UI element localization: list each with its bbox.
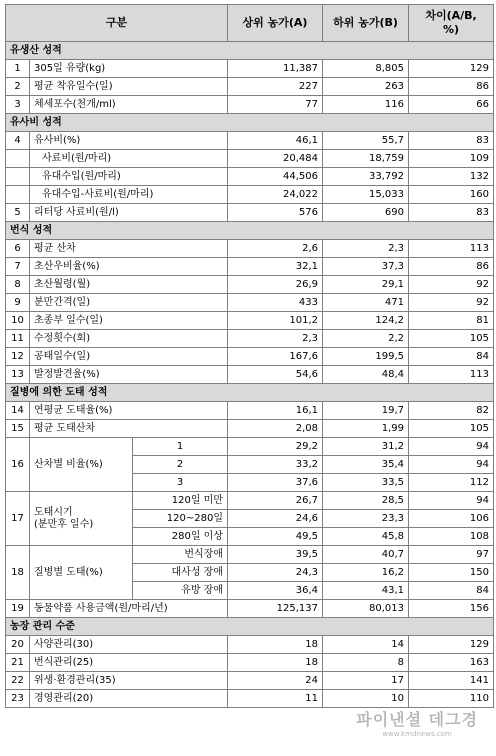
table-row: [6, 168, 494, 186]
table-row: [6, 348, 494, 366]
table-row: [6, 438, 494, 456]
row-number: 22: [6, 672, 30, 690]
value-bottom: 28,5: [323, 492, 409, 510]
table-row: [6, 546, 494, 564]
value-difference: 108: [409, 528, 494, 546]
row-label: 초산월령(월): [30, 276, 228, 294]
value-top: 33,2: [228, 456, 323, 474]
row-label: 305일 유량(kg): [30, 60, 228, 78]
row-number: 11: [6, 330, 30, 348]
value-top: 2,08: [228, 420, 323, 438]
row-number: 14: [6, 402, 30, 420]
value-difference: 110: [409, 690, 494, 708]
table-row: [6, 132, 494, 150]
value-difference: 113: [409, 366, 494, 384]
group-label: [30, 492, 133, 546]
row-number: 4: [6, 132, 30, 150]
row-number: [6, 168, 30, 186]
value-difference: 83: [409, 204, 494, 222]
value-bottom: 35,4: [323, 456, 409, 474]
value-top: 433: [228, 294, 323, 312]
row-number: [6, 150, 30, 168]
value-bottom: 116: [323, 96, 409, 114]
value-bottom: 16,2: [323, 564, 409, 582]
value-difference: 105: [409, 330, 494, 348]
header-difference: 차이(A/B, %): [409, 5, 494, 42]
value-difference: 84: [409, 582, 494, 600]
value-difference: 94: [409, 438, 494, 456]
sub-label: 3: [133, 474, 228, 492]
row-label: 발정발견율(%): [30, 366, 228, 384]
value-bottom: 124,2: [323, 312, 409, 330]
row-label: 연평균 도태율(%): [30, 402, 228, 420]
value-bottom: 19,7: [323, 402, 409, 420]
value-top: 29,2: [228, 438, 323, 456]
value-bottom: 690: [323, 204, 409, 222]
table-row: [6, 654, 494, 672]
value-top: 16,1: [228, 402, 323, 420]
row-label: 사료비(원/마리): [30, 150, 228, 168]
row-label: 평균 도태산차: [30, 420, 228, 438]
value-difference: 94: [409, 456, 494, 474]
value-difference: 86: [409, 78, 494, 96]
row-number: [6, 186, 30, 204]
watermark-sub: www.kmdnews.com: [382, 730, 452, 738]
value-bottom: 2,2: [323, 330, 409, 348]
value-top: 227: [228, 78, 323, 96]
value-top: 18: [228, 636, 323, 654]
value-difference: 141: [409, 672, 494, 690]
value-bottom: 55,7: [323, 132, 409, 150]
comparison-table-container: [5, 4, 494, 708]
value-top: 26,7: [228, 492, 323, 510]
value-top: 77: [228, 96, 323, 114]
row-label: 유대수입-사료비(원/마리): [30, 186, 228, 204]
value-top: 24: [228, 672, 323, 690]
value-top: 36,4: [228, 582, 323, 600]
value-difference: 105: [409, 420, 494, 438]
value-bottom: 40,7: [323, 546, 409, 564]
value-difference: 92: [409, 294, 494, 312]
section-title: 농장 관리 수준: [6, 618, 494, 636]
table-row: [6, 204, 494, 222]
table-row: [6, 492, 494, 510]
row-label: 평균 착유일수(일): [30, 78, 228, 96]
row-number: 10: [6, 312, 30, 330]
value-difference: 82: [409, 402, 494, 420]
value-difference: 150: [409, 564, 494, 582]
row-number: 2: [6, 78, 30, 96]
section-title: 번식 성적: [6, 222, 494, 240]
value-bottom: 263: [323, 78, 409, 96]
table-row: [6, 258, 494, 276]
value-bottom: 471: [323, 294, 409, 312]
value-difference: 129: [409, 636, 494, 654]
value-bottom: 37,3: [323, 258, 409, 276]
sub-label: 120~280일: [133, 510, 228, 528]
value-bottom: 43,1: [323, 582, 409, 600]
row-label: 초산우비율(%): [30, 258, 228, 276]
value-bottom: 1,99: [323, 420, 409, 438]
header-top-farms: 상위 농가(A): [228, 5, 323, 42]
value-top: 101,2: [228, 312, 323, 330]
row-label: 경영관리(20): [30, 690, 228, 708]
value-bottom: 29,1: [323, 276, 409, 294]
value-difference: 163: [409, 654, 494, 672]
value-difference: 160: [409, 186, 494, 204]
table-row: [6, 600, 494, 618]
value-difference: 81: [409, 312, 494, 330]
table-row: [6, 312, 494, 330]
value-bottom: 48,4: [323, 366, 409, 384]
header-row: [6, 5, 494, 42]
value-bottom: 23,3: [323, 510, 409, 528]
section-header-row: [6, 114, 494, 132]
value-top: 2,6: [228, 240, 323, 258]
value-bottom: 80,013: [323, 600, 409, 618]
table-row: [6, 150, 494, 168]
row-number: 9: [6, 294, 30, 312]
group-label-line2: (분만후 일수): [34, 518, 94, 530]
section-header-row: [6, 222, 494, 240]
section-title: 질병에 의한 도태 성적: [6, 384, 494, 402]
value-top: 46,1: [228, 132, 323, 150]
table-row: [6, 96, 494, 114]
value-bottom: 18,759: [323, 150, 409, 168]
value-top: 167,6: [228, 348, 323, 366]
row-number: 8: [6, 276, 30, 294]
value-bottom: 15,033: [323, 186, 409, 204]
value-difference: 86: [409, 258, 494, 276]
value-top: 49,5: [228, 528, 323, 546]
value-top: 54,6: [228, 366, 323, 384]
section-header-row: [6, 384, 494, 402]
section-header-row: [6, 618, 494, 636]
value-difference: 132: [409, 168, 494, 186]
row-number: 12: [6, 348, 30, 366]
value-top: 32,1: [228, 258, 323, 276]
value-difference: 156: [409, 600, 494, 618]
value-top: 37,6: [228, 474, 323, 492]
value-bottom: 14: [323, 636, 409, 654]
value-difference: 92: [409, 276, 494, 294]
row-label: 유대수입(원/마리): [30, 168, 228, 186]
value-top: 11: [228, 690, 323, 708]
row-label: 공태일수(일): [30, 348, 228, 366]
row-number: 3: [6, 96, 30, 114]
value-difference: 113: [409, 240, 494, 258]
row-label: 사양관리(30): [30, 636, 228, 654]
table-row: [6, 402, 494, 420]
comparison-table: [5, 4, 494, 708]
section-header-row: [6, 42, 494, 60]
row-number: 7: [6, 258, 30, 276]
table-row: [6, 366, 494, 384]
table-row: [6, 690, 494, 708]
row-number: 18: [6, 546, 30, 600]
sub-label: 120일 미만: [133, 492, 228, 510]
row-number: 5: [6, 204, 30, 222]
value-top: 2,3: [228, 330, 323, 348]
table-row: [6, 672, 494, 690]
value-top: 24,3: [228, 564, 323, 582]
table-row: [6, 276, 494, 294]
header-bottom-farms: 하위 농가(B): [323, 5, 409, 42]
value-top: 24,022: [228, 186, 323, 204]
row-label: 체세포수(천개/ml): [30, 96, 228, 114]
section-title: 유생산 성적: [6, 42, 494, 60]
row-label: 번식관리(25): [30, 654, 228, 672]
value-difference: 83: [409, 132, 494, 150]
sub-label: 1: [133, 438, 228, 456]
row-number: 17: [6, 492, 30, 546]
value-bottom: 2,3: [323, 240, 409, 258]
value-bottom: 31,2: [323, 438, 409, 456]
sub-label: 유방 장애: [133, 582, 228, 600]
row-number: 20: [6, 636, 30, 654]
sub-label: 번식장애: [133, 546, 228, 564]
row-number: 15: [6, 420, 30, 438]
row-number: 1: [6, 60, 30, 78]
value-difference: 106: [409, 510, 494, 528]
row-label: 수정횟수(회): [30, 330, 228, 348]
value-bottom: 8: [323, 654, 409, 672]
watermark-main: 파이낸셜 데그경: [356, 710, 478, 729]
row-number: 6: [6, 240, 30, 258]
row-label: 유사비(%): [30, 132, 228, 150]
value-difference: 97: [409, 546, 494, 564]
value-bottom: 17: [323, 672, 409, 690]
table-row: [6, 78, 494, 96]
value-top: 44,506: [228, 168, 323, 186]
row-number: 13: [6, 366, 30, 384]
row-number: 23: [6, 690, 30, 708]
value-bottom: 199,5: [323, 348, 409, 366]
table-row: [6, 636, 494, 654]
table-row: [6, 330, 494, 348]
value-bottom: 45,8: [323, 528, 409, 546]
group-label: 산차별 비율(%): [30, 438, 133, 492]
value-top: 576: [228, 204, 323, 222]
watermark: [356, 707, 478, 738]
group-label: 질병별 도태(%): [30, 546, 133, 600]
value-bottom: 10: [323, 690, 409, 708]
table-row: [6, 60, 494, 78]
value-top: 24,6: [228, 510, 323, 528]
value-top: 20,484: [228, 150, 323, 168]
value-difference: 66: [409, 96, 494, 114]
table-row: [6, 294, 494, 312]
value-bottom: 8,805: [323, 60, 409, 78]
value-bottom: 33,792: [323, 168, 409, 186]
value-difference: 129: [409, 60, 494, 78]
row-number: 21: [6, 654, 30, 672]
row-label: 위생·환경관리(35): [30, 672, 228, 690]
value-difference: 94: [409, 492, 494, 510]
table-row: [6, 420, 494, 438]
value-bottom: 33,5: [323, 474, 409, 492]
value-top: 125,137: [228, 600, 323, 618]
value-difference: 112: [409, 474, 494, 492]
header-category: 구분: [6, 5, 228, 42]
sub-label: 280일 이상: [133, 528, 228, 546]
table-row: [6, 240, 494, 258]
value-top: 39,5: [228, 546, 323, 564]
row-label: 평균 산차: [30, 240, 228, 258]
value-top: 26,9: [228, 276, 323, 294]
sub-label: 대사성 장애: [133, 564, 228, 582]
value-difference: 84: [409, 348, 494, 366]
value-top: 18: [228, 654, 323, 672]
group-label-line1: 도태시기: [34, 506, 73, 518]
value-difference: 109: [409, 150, 494, 168]
row-label: 초종부 일수(일): [30, 312, 228, 330]
row-label: 리터당 사료비(원/l): [30, 204, 228, 222]
sub-label: 2: [133, 456, 228, 474]
table-row: [6, 186, 494, 204]
row-label: 동물약품 사용금액(원/마리/년): [30, 600, 228, 618]
value-top: 11,387: [228, 60, 323, 78]
row-number: 16: [6, 438, 30, 492]
row-label: 분만간격(일): [30, 294, 228, 312]
section-title: 유사비 성적: [6, 114, 494, 132]
row-number: 19: [6, 600, 30, 618]
